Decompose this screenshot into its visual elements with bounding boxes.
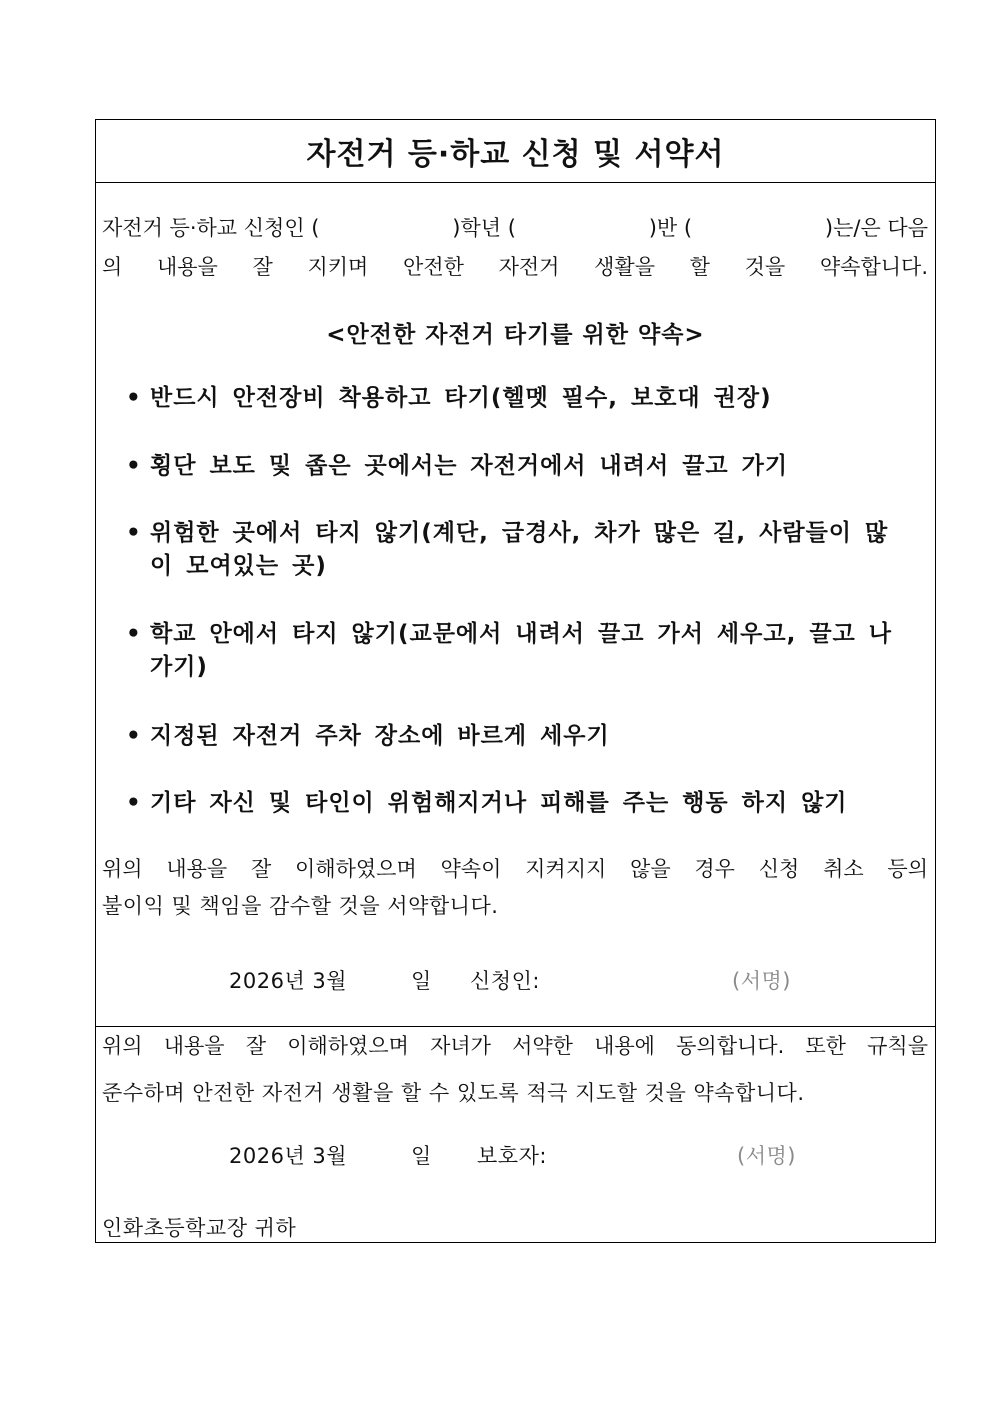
rule-text: 위험한 곳에서 타지 않기(계단, 급경사, 차가 많은 길, 사람들이 많이 모여있는 곳) bbox=[150, 520, 889, 579]
intro-line-2: 의 내용을 잘 지키며 안전한 자전거 생활을 할 것을 약속합니다. bbox=[102, 255, 928, 279]
intro-name-suffix: )는/은 다음 bbox=[824, 216, 928, 240]
rule-item bbox=[126, 450, 906, 483]
section-divider bbox=[96, 1026, 935, 1027]
pledge-form bbox=[95, 119, 936, 1243]
guardian-sign-day: 일 bbox=[411, 1144, 432, 1168]
rule-text: 기타 자신 및 타인이 위험해지거나 피해를 주는 행동 하지 않기 bbox=[150, 790, 848, 816]
guardian-sign-date: 2026년 3월 bbox=[229, 1144, 348, 1168]
rule-item bbox=[126, 618, 906, 684]
rule-text: 반드시 안전장비 착용하고 타기(헬멧 필수, 보호대 권장) bbox=[150, 385, 772, 411]
bullet-icon: • bbox=[126, 790, 142, 816]
bullet-icon: • bbox=[126, 520, 142, 546]
bullet-icon: • bbox=[126, 385, 142, 411]
rule-text: 지정된 자전거 주차 장소에 바르게 세우기 bbox=[150, 723, 610, 749]
bullet-icon: • bbox=[126, 621, 142, 647]
intro-grade-label: )학년 ( bbox=[452, 216, 516, 240]
applicant-label: 신청인: bbox=[470, 969, 540, 993]
rule-item bbox=[126, 382, 906, 415]
applicant-signature-placeholder: (서명) bbox=[732, 969, 791, 993]
guardian-consent-line-2: 준수하며 안전한 자전거 생활을 할 수 있도록 적극 지도할 것을 약속합니다. bbox=[102, 1081, 805, 1105]
addressee: 인화초등학교장 귀하 bbox=[102, 1216, 297, 1240]
bullet-icon: • bbox=[126, 723, 142, 749]
student-sign-date: 2026년 3월 bbox=[229, 969, 348, 993]
rule-item bbox=[126, 720, 906, 753]
guardian-signature-placeholder: (서명) bbox=[737, 1144, 796, 1168]
guardian-consent-line-1: 위의 내용을 잘 이해하였으며 자녀가 서약한 내용에 동의합니다. 또한 규칙을 bbox=[102, 1034, 928, 1058]
intro-applicant-label: 자전거 등·하교 신청인 ( bbox=[102, 216, 320, 240]
bullet-icon: • bbox=[126, 453, 142, 479]
student-sign-day: 일 bbox=[411, 969, 432, 993]
rule-item bbox=[126, 517, 906, 583]
rule-item bbox=[126, 787, 906, 820]
student-oath-line-1: 위의 내용을 잘 이해하였으며 약속이 지켜지지 않을 경우 신청 취소 등의 bbox=[102, 857, 928, 881]
form-title: 자전거 등·하교 신청 및 서약서 bbox=[306, 137, 725, 172]
pledge-heading: <안전한 자전거 타기를 위한 약속> bbox=[326, 322, 705, 348]
intro-line-1 bbox=[102, 212, 928, 242]
title-cell bbox=[96, 120, 935, 183]
student-oath-line-2: 불이익 및 책임을 감수할 것을 서약합니다. bbox=[102, 894, 499, 918]
intro-class-label: )반 ( bbox=[648, 216, 693, 240]
rule-text: 학교 안에서 타지 않기(교문에서 내려서 끌고 가서 세우고, 끌고 나가기) bbox=[150, 621, 892, 680]
guardian-label: 보호자: bbox=[477, 1144, 547, 1168]
rule-text: 횡단 보도 및 좁은 곳에서는 자전거에서 내려서 끌고 가기 bbox=[150, 453, 789, 479]
